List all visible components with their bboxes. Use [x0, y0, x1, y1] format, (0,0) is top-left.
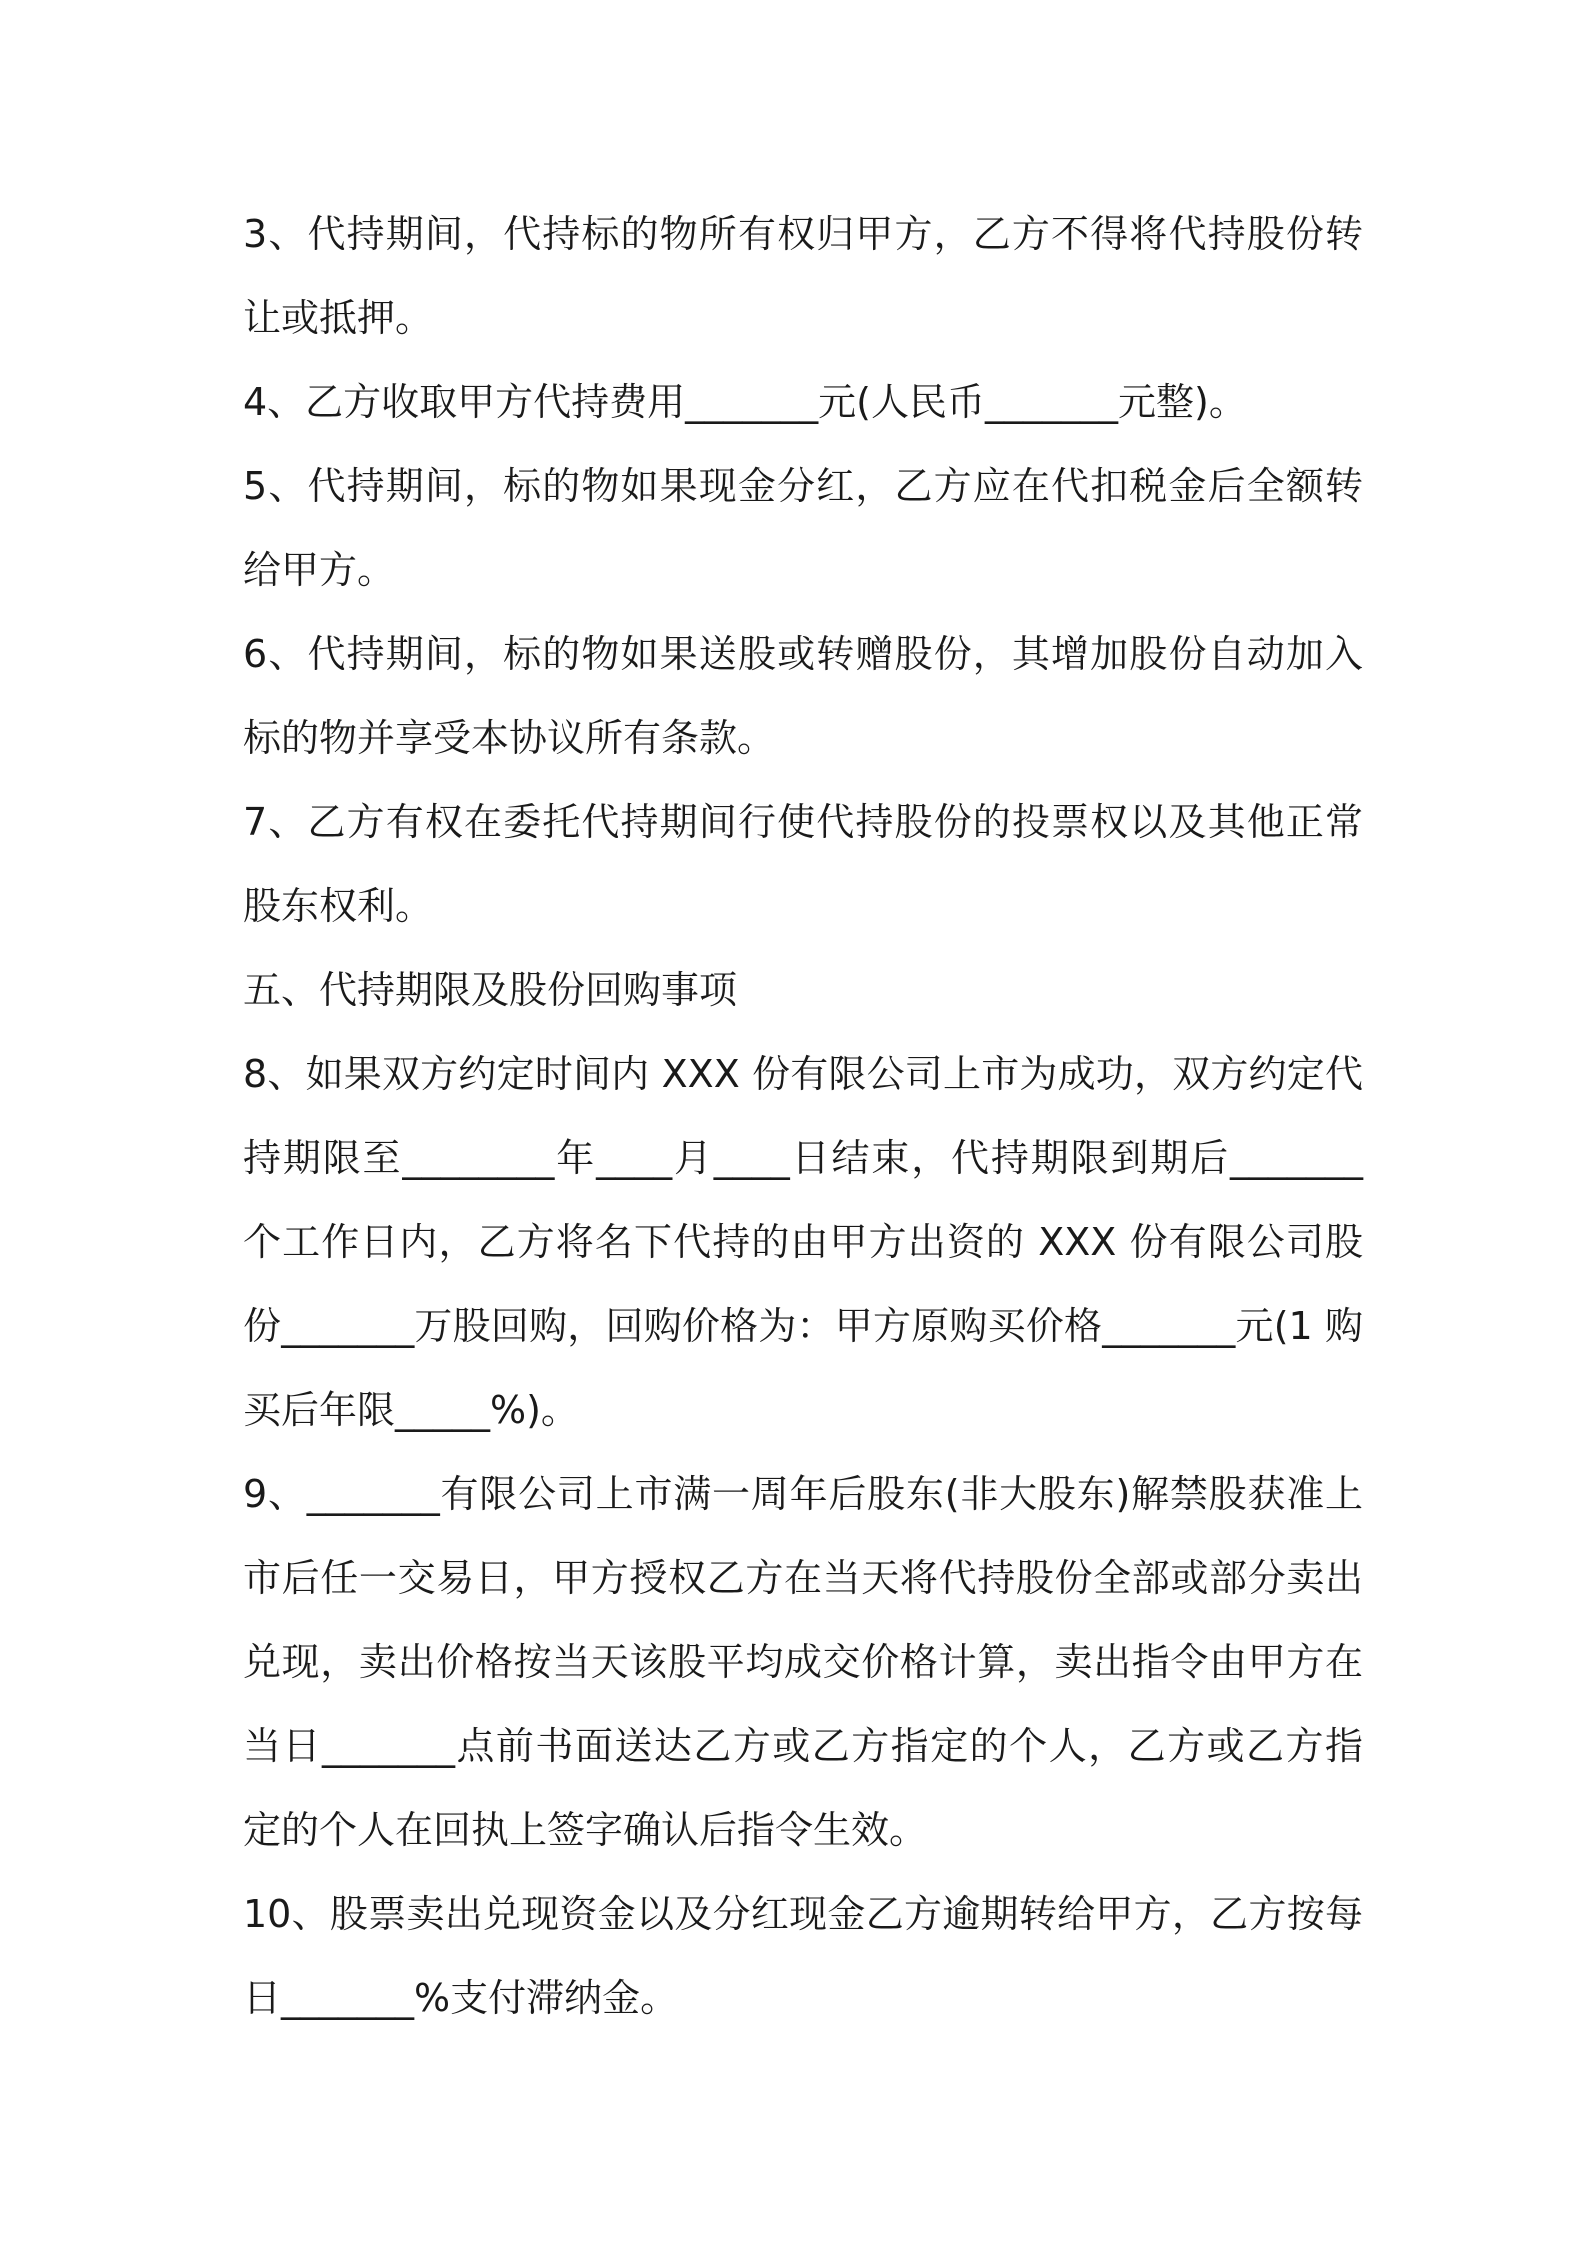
clause-8: 8、如果双方约定时间内 XXX 份有限公司上市为成功，双方约定代持期限至________年____月____日结束，代持期限到期后_______个工作日内，乙方将名下代持的由甲方出资的 XXX 份有限公司股份_______万股回购，回购价格为：甲方原购买价格_______元(1 购买后年限_____%)。: [243, 1052, 1363, 1432]
clause-4: 4、乙方收取甲方代持费用_______元(人民币_______元整)。: [243, 380, 1247, 424]
clause-7: 7、乙方有权在委托代持期间行使代持股份的投票权以及其他正常股东权利。: [243, 800, 1363, 928]
clause-5: 5、代持期间，标的物如果现金分红，乙方应在代扣税金后全额转给甲方。: [243, 464, 1363, 592]
document-body: [243, 192, 1363, 2040]
clause-3: 3、代持期间，代持标的物所有权归甲方，乙方不得将代持股份转让或抵押。: [243, 212, 1363, 340]
clause-9: 9、_______有限公司上市满一周年后股东(非大股东)解禁股获准上市后任一交易日，甲方授权乙方在当天将代持股份全部或部分卖出兑现，卖出价格按当天该股平均成交价格计算，卖出指令由甲方在当日_______点前书面送达乙方或乙方指定的个人，乙方或乙方指定的个人在回执上签字确认后指令生效。: [243, 1472, 1363, 1852]
section-heading-5: 五、代持期限及股份回购事项: [243, 968, 738, 1012]
clause-10: 10、股票卖出兑现资金以及分红现金乙方逾期转给甲方，乙方按每日_______%支付滞纳金。: [243, 1892, 1363, 2020]
clause-6: 6、代持期间，标的物如果送股或转赠股份，其增加股份自动加入标的物并享受本协议所有条款。: [243, 632, 1363, 760]
